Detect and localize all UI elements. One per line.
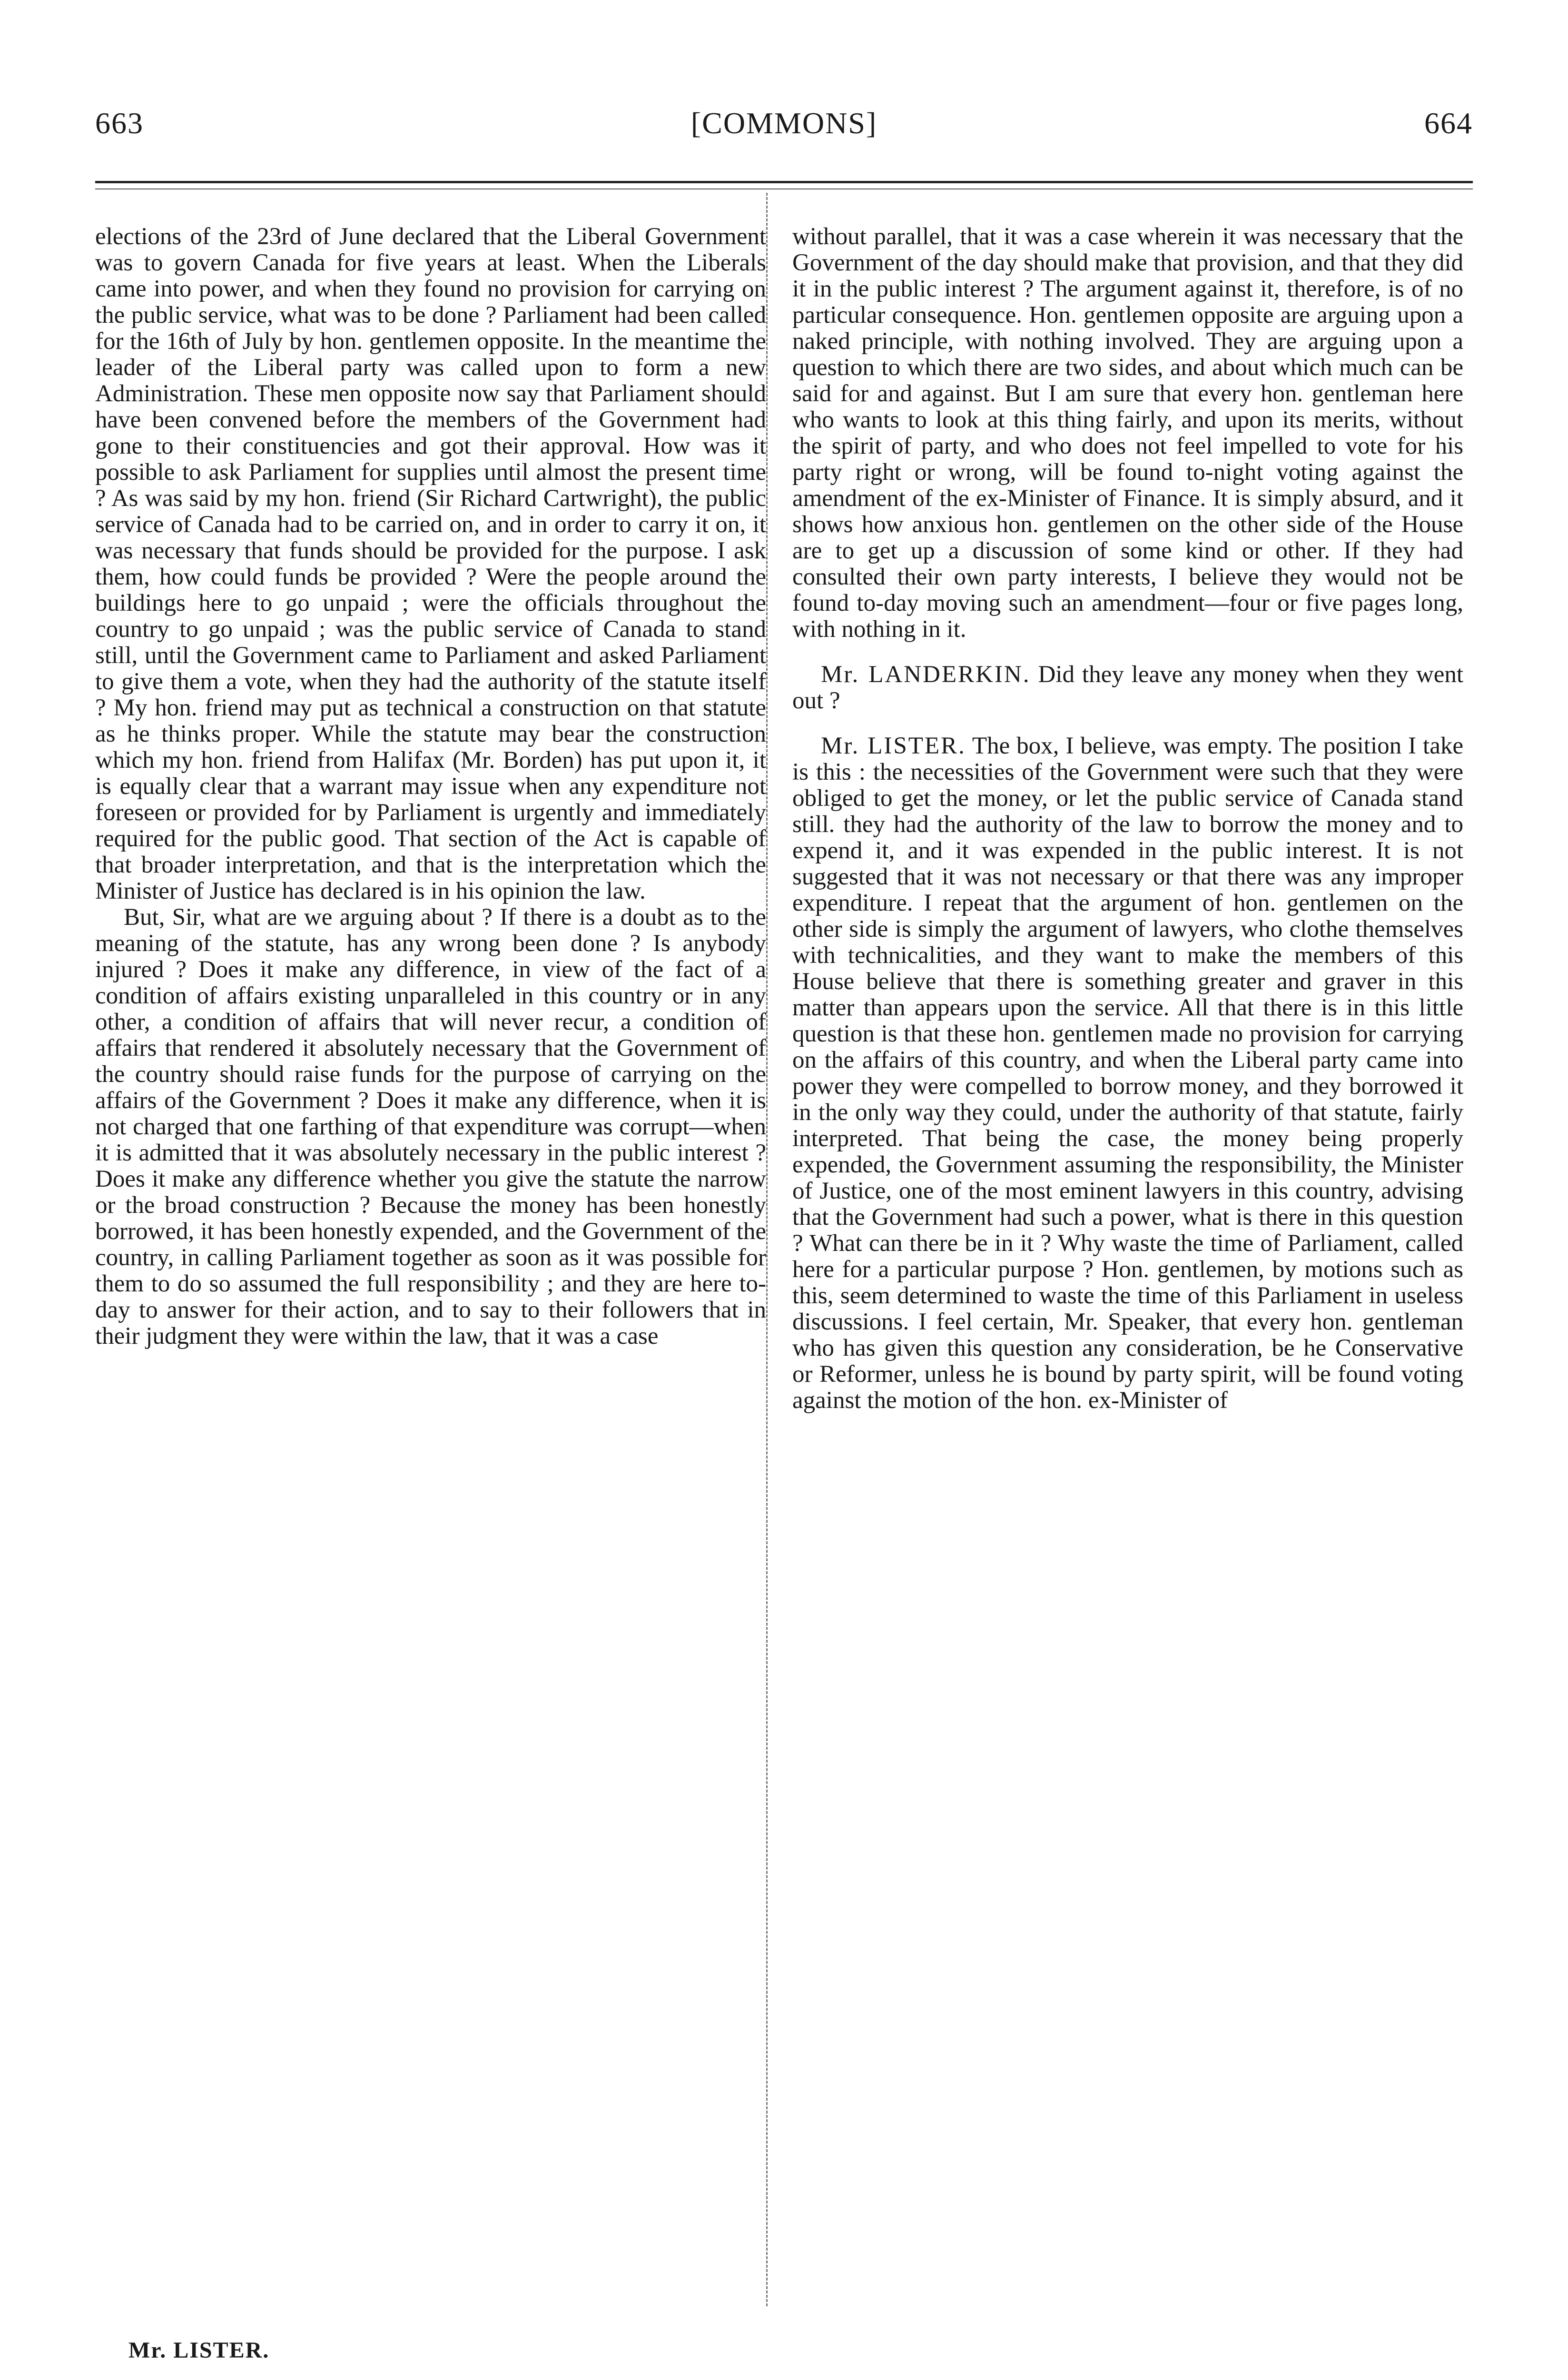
speech-landerkin xyxy=(792,662,1463,714)
left-column xyxy=(95,224,766,1349)
speaker-name: Mr. LISTER. xyxy=(821,733,966,759)
running-head: [COMMONS] xyxy=(690,106,878,140)
page-number-right: 664 xyxy=(1424,106,1473,140)
header-rule-thin xyxy=(95,188,1473,189)
page-header xyxy=(95,106,1473,144)
paragraph: elections of the 23rd of June declared that the Liberal Government was to govern Canada for five years at least. When the Liberals came into power, and when they found no provision for carrying on the public service, what was to be done ? Parliament had been called for the 16th of July by hon. gentlemen opposite. In the meantime the leader of the Liberal party was called upon to form a new Administration. These men opposite now say that Parliament should have been convened before the members of the Government had gone to their constituencies and got their approval. How was it possible to ask Parliament for supplies until almost the present time ? As was said by my hon. friend (Sir Richard Cartwright), the public service of Canada had to be carried on, and in order to carry it on, it was necessary that funds should be provided for the purpose. I ask them, how could funds be provided ? Were the people around the buildings here to go unpaid ; were the officials throughout the country to go unpaid ; was the public service of Canada to stand still, until the Government came to Parliament and asked Parliament to give them a vote, when they had the authority of the statute itself ? My hon. friend may put as technical a construction on that statute as he thinks proper. While the statute may bear the construction which my hon. friend from Halifax (Mr. Borden) has put upon it, it is equally clear that a warrant may issue when any expenditure not foreseen or provided for by Parliament is urgently and immediately required for the public good. That section of the Act is capable of that broader interpretation, and that is the interpretation which the Minister of Justice has declared is in his opinion the law. xyxy=(95,223,766,904)
footer-speaker: Mr. LISTER. xyxy=(128,2338,270,2363)
paragraph: without parallel, that it was a case wherein it was necessary that the Government of the day should make that provision, and that they did it in the public interest ? The argument against it, therefore, is of no particular consequence. Hon. gentlemen opposite are arguing upon a naked principle, with nothing involved. They are arguing upon a question to which there are two sides, and about which much can be said for and against. But I am sure that every hon. gentleman here who wants to look at this thing fairly, and upon its merits, without the spirit of party, and who does not feel impelled to vote for his party right or wrong, will be found to-night voting against the amendment of the ex-Minister of Finance. It is simply absurd, and it shows how anxious hon. gentlemen on the other side of the House are to get up a discussion of some kind or other. If they had consulted their own party interests, I believe they would not be found to-day moving such an amendment—four or five pages long, with nothing in it. xyxy=(792,223,1463,643)
speech-lister xyxy=(792,733,1463,1414)
speaker-name: Mr. LANDERKIN. xyxy=(821,661,1031,688)
right-column xyxy=(792,224,1463,1414)
header-rule xyxy=(95,181,1473,183)
paragraph: But, Sir, what are we arguing about ? If there is a doubt as to the meaning of the statute, has any wrong been done ? Is anybody injured ? Does it make any difference, in view of the fact of a condition of affairs existing unparalleled in this country or in any other, a condition of affairs that will never recur, a condition of affairs that rendered it absolutely necessary that the Government of the country should raise funds for the purpose of carrying on the affairs of the Government ? Does it make any difference, when it is not charged that one farthing of that expenditure was corrupt—when it is admitted that it was absolutely necessary in the public interest ? Does it make any difference whether you give the statute the narrow or the broad construction ? Because the money has been honestly borrowed, it has been honestly expended, and the Government of the country, in calling Parliament together as soon as it was possible for them to do so assumed the full responsibility ; and they are here to-day to answer for their action, and to say to their followers that in their judgment they were within the law, that it was a case xyxy=(95,904,766,1349)
column-divider xyxy=(766,193,768,2306)
speech-text: The box, I believe, was empty. The position I take is this : the necessities of the Government were such that they were obliged to get the money, or let the public service of Canada stand still. they had the authority of the law to borrow the money and to expend it, and it was expended in the public interest. It is not suggested that it was not necessary or that there was any improper expenditure. I repeat that the argument of hon. gentlemen on the other side is simply the argument of lawyers, who clothe themselves with technicalities, and they want to make the members of this House believe that there is something greater and graver in this matter than appears upon the service. All that there is in this little question is that these hon. gentlemen made no provision for carrying on the affairs of this country, and when the Liberal party came into power they were compelled to borrow money, and they borrowed it in the only way they could, under the authority of that statute, fairly interpreted. That being the case, the money being properly expended, the Government assuming the responsibility, the Minister of Justice, one of the most eminent lawyers in this country, advising that the Government had such a power, what is there in this question ? What can there be in it ? Why waste the time of Parliament, called here for a particular purpose ? Hon. gentlemen, by motions such as this, seem determined to waste the time of this Parliament in useless discussions. I feel certain, Mr. Speaker, that every hon. gentleman who has given this question any consideration, be he Conservative or Reformer, unless he is bound by party spirit, will be found voting against the motion of the hon. ex-Minister of xyxy=(792,733,1463,1414)
page-number-left: 663 xyxy=(95,106,144,140)
speech-text: Did they leave any money when they went out ? xyxy=(792,661,1464,714)
